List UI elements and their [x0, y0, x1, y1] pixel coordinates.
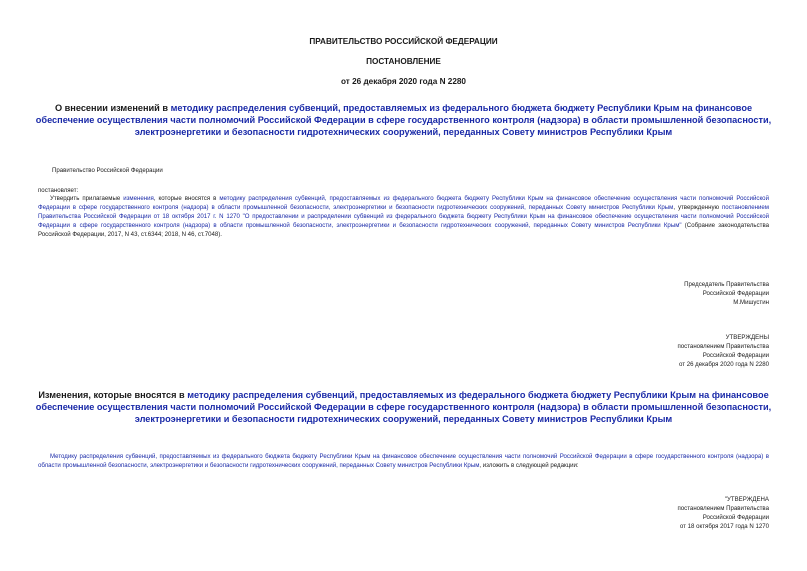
changes-title-prefix: Изменения, которые вносятся в [38, 390, 188, 400]
doc-type-heading: ПОСТАНОВЛЕНИЕ [366, 57, 441, 66]
methodology-text-link[interactable]: Методику распределения субвенций, предоставляемых из федерального бюджета бюджету Республики Крым на финансовое обеспечение осуществления части полномочий Российской Федерации в сфере государственного контроля (надзора) в области промышленной безопасности, электроэнергетики и безопасности гидротехнических сооружений, переданных Совету министров Республики Крым [38, 453, 769, 469]
approved2-label: "УТВЕРЖДЕНА [724, 496, 769, 503]
resolution-1270-link[interactable]: постановлением Правительства Российской Федерации от 18 октября 2017 г. N 1270 "О предоставлении и распределении субвенций из федерального бюджета бюджету Республики Крым на финансовое обеспечение осуществления части полномочий Российской Федерации в сфере государственного контроля (надзора) в области промышленной безопасности, электроэнергетики и безопасности гидротехнических сооружений, переданных Совету министров Республики Крым" [38, 203, 769, 229]
changes-link[interactable]: изменения [123, 195, 154, 202]
approved-stamp-2017 [677, 496, 769, 532]
approved-stamp [677, 334, 769, 370]
government-label: Правительство Российской Федерации [52, 167, 163, 174]
title-prefix: О внесении изменений в [54, 103, 171, 113]
approved-org: Российской Федерации [702, 351, 769, 359]
signature-org: Российской Федерации [702, 289, 769, 297]
approved2-date: от 18 октября 2017 года N 1270 [679, 522, 769, 530]
approved-date: от 26 декабря 2020 года N 2280 [678, 360, 769, 368]
signature-block [684, 281, 769, 308]
changes-title [30, 390, 777, 425]
signature-position: Председатель Правительства [684, 281, 769, 288]
approved2-org: Российской Федерации [702, 513, 769, 521]
document-title [30, 103, 777, 138]
approved2-by: постановлением Правительства [677, 504, 769, 512]
approved-label: УТВЕРЖДЕНЫ [725, 334, 769, 341]
resolution-paragraph: Утвердить прилагаемые изменения, которые вносятся в методику распределения субвенций, предоставляемых из федерального бюджета бюджету Республики Крым на финансовое обеспечение осуществления части полномочий Российской Федерации в сфере государственного контроля (надзора) в области промышленной безопасности, электроэнергетики и безопасности гидротехнических сооружений, переданных Совету министров Республики Крым, утвержденную постановлением Правительства Российской Федерации от 18 октября 2017 г. N 1270 "О предоставлении и распределении субвенций из федерального бюджета бюджету Республики Крым на финансовое обеспечение осуществления части полномочий Российской Федерации в сфере государственного контроля (надзора) в области промышленной безопасности, электроэнергетики и безопасности гидротехнических сооружений, переданных Совету министров Республики Крым" (Собрание законодательства Российской Федерации, 2017, N 43, ст.6344; 2018, N 46, ст.7048). [38, 195, 769, 238]
methodology-link[interactable]: методику распределения субвенций, предоставляемых из федерального бюджета бюджету Республики Крым на финансовое обеспечение осуществления части полномочий Российской Федерации в сфере государственного контроля (надзора) в области промышленной безопасности, электроэнергетики и безопасности гидротехнических сооружений, переданных Совету министров Республики Крым [38, 195, 769, 211]
changes-title-link[interactable]: методику распределения субвенций, предоставляемых из федерального бюджета бюджету Республики Крым на финансовое обеспечение осуществления части полномочий Российской Федерации в сфере государственного контроля (надзора) в области промышленной безопасности, электроэнергетики и безопасности гидротехнических сооружений, переданных Совету министров Республики Крым [35, 390, 772, 424]
resolves-label: постановляет: [38, 187, 79, 194]
approved-by: постановлением Правительства [677, 342, 769, 350]
doc-date-number: от 26 декабря 2020 года N 2280 [341, 77, 466, 86]
changes-paragraph: Методику распределения субвенций, предоставляемых из федерального бюджета бюджету Республики Крым на финансовое обеспечение осуществления части полномочий Российской Федерации в сфере государственного контроля (надзора) в области промышленной безопасности, электроэнергетики и безопасности гидротехнических сооружений, переданных Совету министров Республики Крым, изложить в следующей редакции: [38, 453, 769, 469]
signature-name: М.Мишустин [733, 298, 769, 306]
title-methodology-link[interactable]: методику распределения субвенций, предоставляемых из федерального бюджета бюджету Республики Крым на финансовое обеспечение осуществления части полномочий Российской Федерации в сфере государственного контроля (надзора) в области промышленной безопасности, электроэнергетики и безопасности гидротехнических сооружений, переданных Совету министров Республики Крым [35, 103, 772, 137]
authority-heading: ПРАВИТЕЛЬСТВО РОССИЙСКОЙ ФЕДЕРАЦИИ [309, 37, 498, 46]
